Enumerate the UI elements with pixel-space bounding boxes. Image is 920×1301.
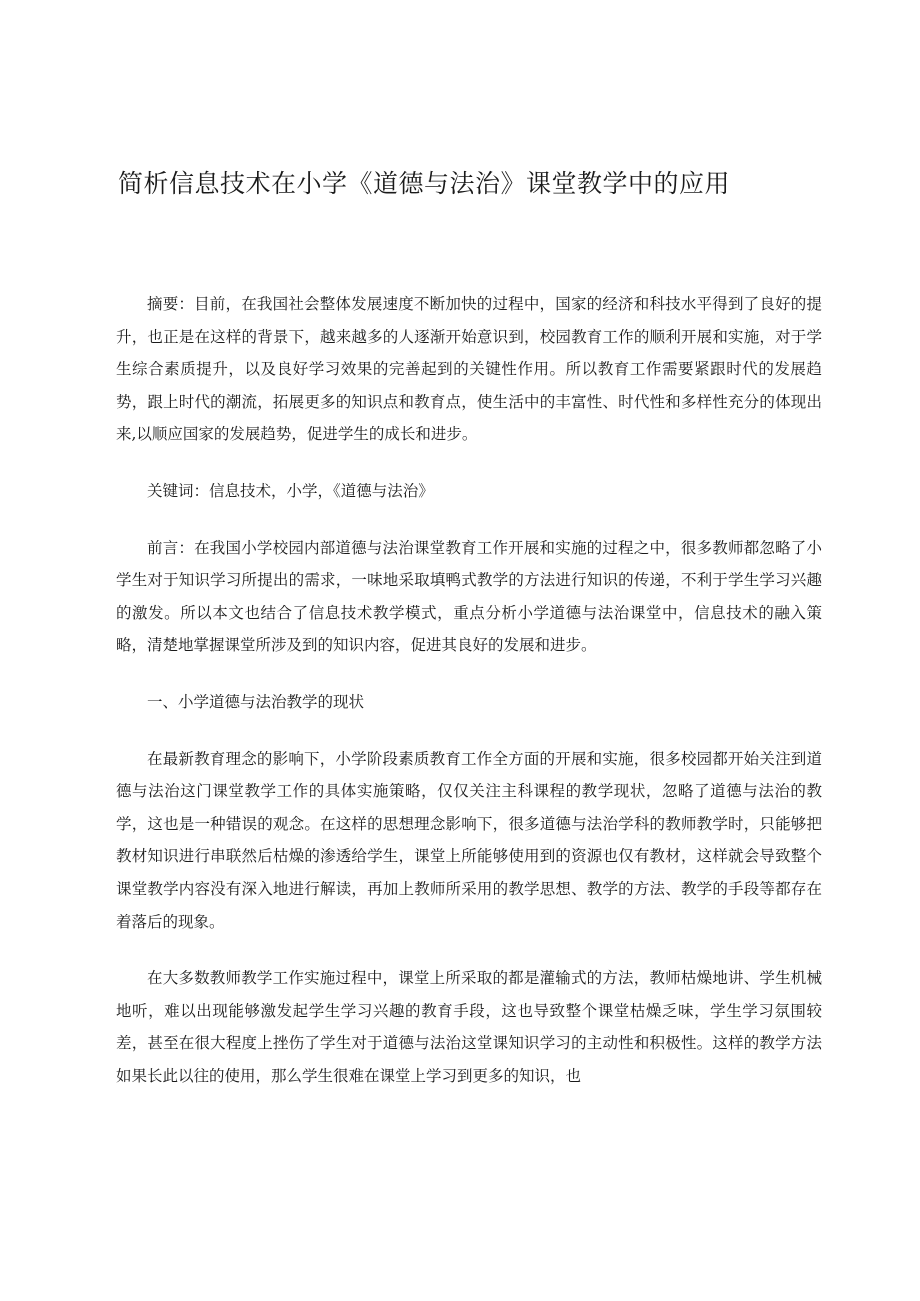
document-title: 简析信息技术在小学《道德与法治》课堂教学中的应用 [118, 169, 731, 198]
keywords-paragraph: 关键词：信息技术，小学，《道德与法治》 [147, 481, 434, 500]
abstract-paragraph: 摘要：目前，在我国社会整体发展速度不断加快的过程中，国家的经济和科技水平得到了良好的提升，也正是在这样的背景下，越来越多的人逐渐开始意识到，校园教育工作的顺利开展和实施，对于学生综合素质提升，以及良好学习效果的完善起到的关键性作用。所以教育工作需要紧跟时代的发展趋势，跟上时代的潮流，拓展更多的知识点和教育点，使生活中的丰富性、时代性和多样性充分的体现出来,以顺应国家的发展趋势，促进学生的成长和进步。 [116, 295, 822, 444]
preface-paragraph: 前言：在我国小学校园内部道德与法治课堂教育工作开展和实施的过程之中，很多教师都忽略了小学生对于知识学习所提出的需求，一味地采取填鸭式教学的方法进行知识的传递，不利于学生学习兴趣的激发。所以本文也结合了信息技术教学模式，重点分析小学道德与法治课堂中，信息技术的融入策略，清楚地掌握课堂所涉及到的知识内容，促进其良好的发展和进步。 [116, 538, 822, 655]
body-paragraph: 在大多数教师教学工作实施过程中，课堂上所采取的都是灌输式的方法，教师枯燥地讲、学生机械地听，难以出现能够激发起学生学习兴趣的教育手段，这也导致整个课堂枯燥乏味，学生学习氛围较差，甚至在很大程度上挫伤了学生对于道德与法治这堂课知识学习的主动性和积极性。这样的教学方法如果长此以往的使用，那么学生很难在课堂上学习到更多的知识，也 [116, 969, 822, 1085]
document-body [116, 288, 822, 1092]
section-heading: 一、小学道德与法治教学的现状 [147, 692, 365, 711]
body-paragraph: 在最新教育理念的影响下，小学阶段素质教育工作全方面的开展和实施，很多校园都开始关注到道德与法治这门课堂教学工作的具体实施策略，仅仅关注主科课程的教学现状，忽略了道德与法治的教学，这也是一种错误的观念。在这样的思想理念影响下，很多道德与法治学科的教师教学时，只能够把教材知识进行串联然后枯燥的渗透给学生，课堂上所能够使用到的资源也仅有教材，这样就会导致整个课堂教学内容没有深入地进行解读，再加上教师所采用的教学思想、教学的方法、教学的手段等都存在着落后的现象。 [116, 749, 822, 931]
